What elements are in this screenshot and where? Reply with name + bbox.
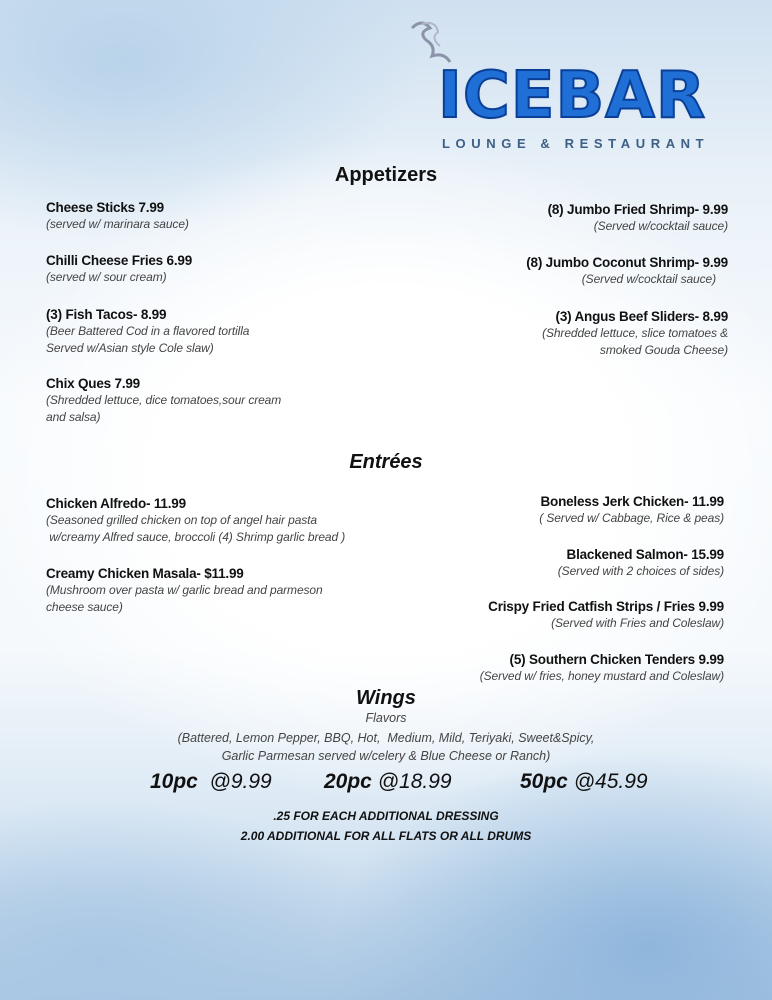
item-name: (5) Southern Chicken Tenders 9.99 [509,652,724,667]
item-name: Boneless Jerk Chicken- 11.99 [540,494,724,509]
menu-item [46,306,249,357]
wing-qty: 20pc [324,770,372,793]
item-desc: Served w/Asian style Cole slaw) [46,341,214,355]
menu-item [46,375,281,426]
wings-flavors [0,729,772,765]
menu-item [46,252,192,286]
logo-wordmark: ICEBAR [438,59,707,133]
item-name: (8) Jumbo Fried Shrimp- 9.99 [547,202,728,217]
menu-item [46,199,189,233]
item-desc: (Served w/ fries, honey mustard and Coleslaw) [479,669,724,683]
item-desc: smoked Gouda Cheese) [599,343,728,357]
item-desc: ( Served w/ Cabbage, Rice & peas) [539,511,724,525]
item-desc: (served w/ sour cream) [46,270,167,284]
item-name: (3) Angus Beef Sliders- 8.99 [555,309,728,324]
appetizers-heading: Appetizers [334,164,438,186]
wings-heading: Wings [356,687,416,709]
menu-item [46,495,345,546]
logo-tagline: LOUNGE & RESTAURANT [442,136,710,151]
item-name: Chicken Alfredo- 11.99 [46,496,186,511]
menu-item [488,598,724,632]
item-desc: (Served w/cocktail sauce) [581,272,716,286]
menu-item [542,308,728,359]
wing-price [520,770,648,794]
wing-price-value: @9.99 [209,770,272,793]
item-desc: and salsa) [46,410,101,424]
wings-note: 2.00 ADDITIONAL FOR ALL FLATS OR ALL DRUMS [240,829,532,843]
wings-note: .25 FOR EACH ADDITIONAL DRESSING [273,809,499,823]
menu-item [539,493,724,527]
item-name: (3) Fish Tacos- 8.99 [46,307,167,322]
wings-subtitle: Flavors [365,711,407,725]
menu-item [46,565,323,616]
flavors-line: Garlic Parmesan served w/celery & Blue Cheese or Ranch) [221,749,551,763]
item-desc: (served w/ marinara sauce) [46,217,189,231]
wing-qty: 50pc [520,770,568,793]
flavors-line: (Battered, Lemon Pepper, BBQ, Hot, Medium, Mild, Teriyaki, Sweet&Spicy, [177,731,595,745]
item-desc: (Served with Fries and Coleslaw) [551,616,724,630]
item-desc: (Mushroom over pasta w/ garlic bread and parmeson [46,583,323,597]
menu-item [526,254,728,288]
wing-price [150,770,272,794]
item-desc: cheese sauce) [46,600,123,614]
item-name: Blackened Salmon- 15.99 [566,547,724,562]
wing-qty: 10pc [150,770,198,793]
item-desc: (Shredded lettuce, slice tomatoes & [542,326,728,340]
item-name: Crispy Fried Catfish Strips / Fries 9.99 [488,599,724,614]
item-name: Creamy Chicken Masala- $11.99 [46,566,244,581]
menu-item [558,546,724,580]
wing-price [324,770,452,794]
item-name: Chix Ques 7.99 [46,376,140,391]
item-desc: (Beer Battered Cod in a flavored tortilla [46,324,250,338]
item-desc: (Served w/cocktail sauce) [593,219,728,233]
item-desc: (Shredded lettuce, dice tomatoes,sour cream [46,393,282,407]
item-desc: w/creamy Alfred sauce, broccoli (4) Shrimp garlic bread ) [46,530,346,544]
item-name: (8) Jumbo Coconut Shrimp- 9.99 [526,255,728,270]
item-desc: (Served with 2 choices of sides) [557,564,724,578]
menu-item [548,201,728,235]
item-name: Chilli Cheese Fries 6.99 [46,253,193,268]
icebar-logo [400,18,730,158]
entrees-heading: Entrées [349,451,423,473]
wing-price-value: @18.99 [377,770,452,793]
item-name: Cheese Sticks 7.99 [46,200,164,215]
wing-price-value: @45.99 [573,770,648,793]
item-desc: (Seasoned grilled chicken on top of angel hair pasta [46,513,317,527]
menu-item [480,651,724,685]
